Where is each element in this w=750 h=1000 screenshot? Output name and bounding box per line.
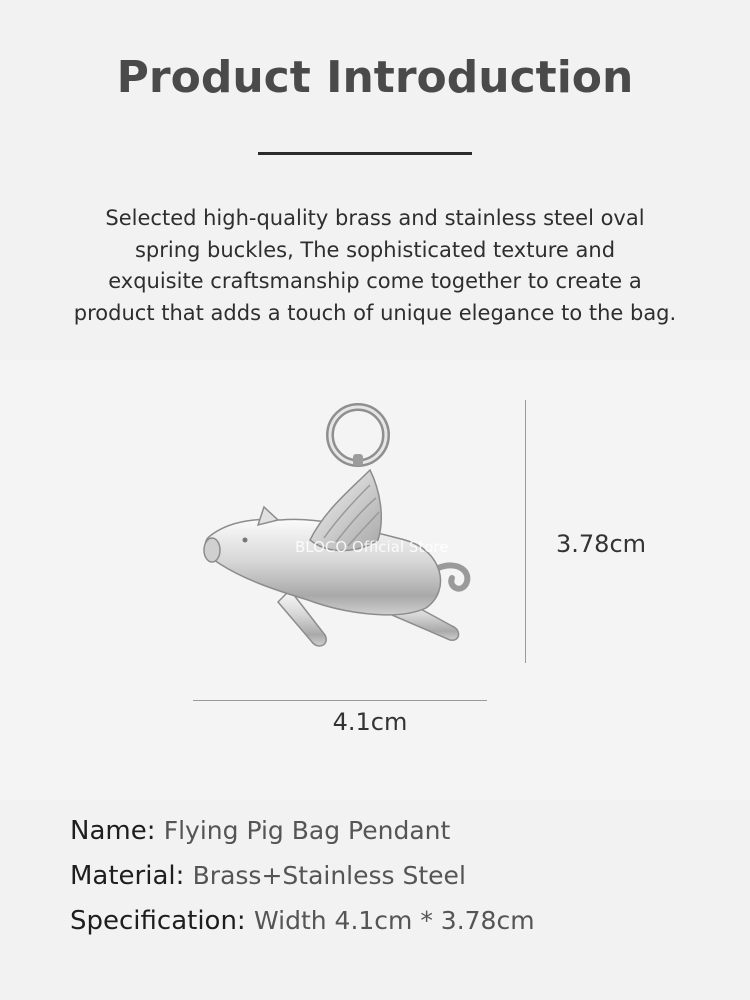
intro-paragraph <box>40 203 710 329</box>
spec-key: Specification: <box>70 906 246 936</box>
intro-line: spring buckles, The sophisticated texture and <box>134 237 616 262</box>
title-underline <box>258 152 472 155</box>
width-label: 4.1cm <box>332 708 408 736</box>
spec-key: Material: <box>70 861 185 891</box>
spec-name <box>70 816 450 846</box>
height-dimension-line <box>525 400 526 663</box>
spec-value: Brass+Stainless Steel <box>192 861 466 890</box>
height-label: 3.78cm <box>556 530 647 558</box>
spec-value: Width 4.1cm * 3.78cm <box>253 906 535 935</box>
spec-material <box>70 861 466 891</box>
spec-key: Name: <box>70 816 156 846</box>
page-title: Product Introduction <box>116 52 634 103</box>
intro-line: product that adds a touch of unique elegance to the bag. <box>73 300 677 325</box>
spec-specification <box>70 906 535 936</box>
spec-value: Flying Pig Bag Pendant <box>163 816 451 845</box>
width-dimension-line <box>193 700 487 701</box>
flying-pig-pendant-image <box>190 390 500 670</box>
intro-line: Selected high-quality brass and stainless steel oval <box>105 206 645 230</box>
intro-line: exquisite craftsmanship come together to create a <box>108 269 642 293</box>
watermark: BLOCO Official Store <box>295 538 449 556</box>
